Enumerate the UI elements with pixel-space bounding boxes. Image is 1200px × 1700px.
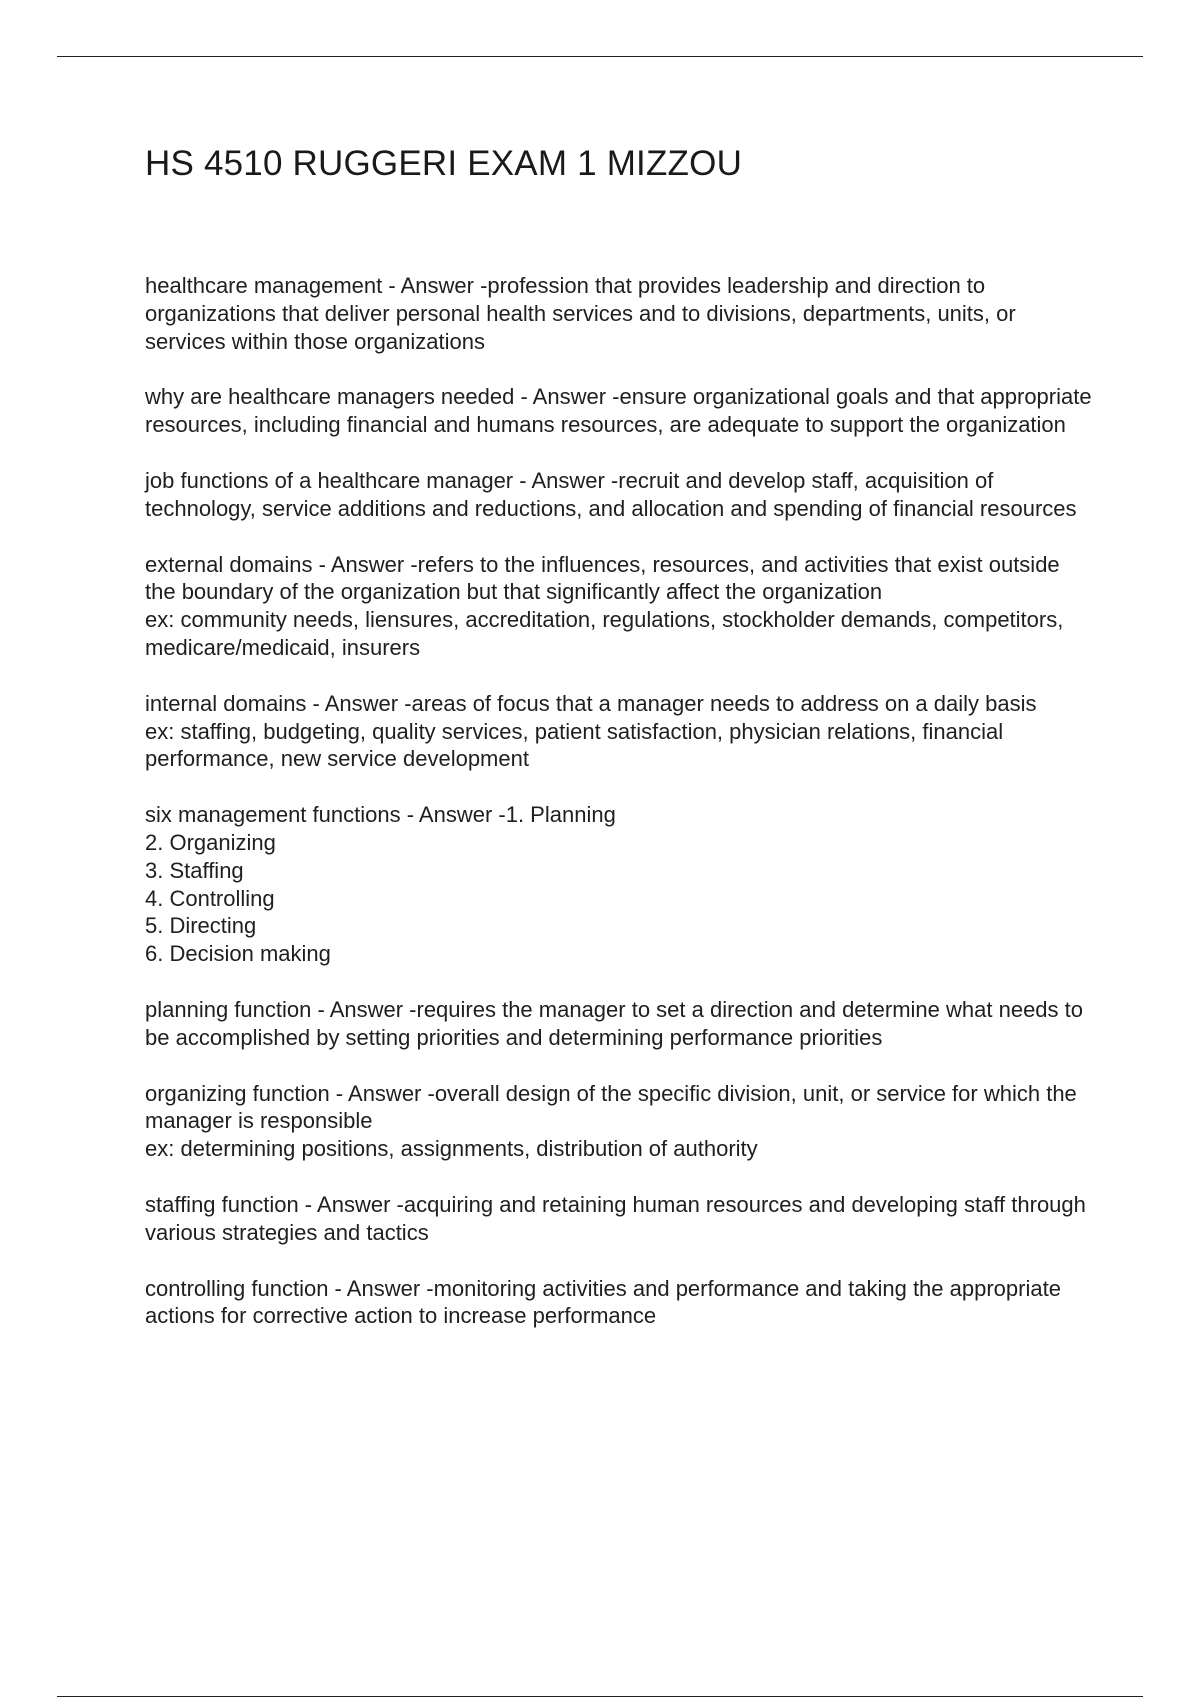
qa-entry: why are healthcare managers needed - Answer -ensure organizational goals and that appropriate resources, including financial and humans resources, are adequate to support the organization [145,384,1092,438]
top-divider [57,56,1143,57]
qa-entry: job functions of a healthcare manager - Answer -recruit and develop staff, acquisition of technology, service additions and reductions, and allocation and spending of financial resources [145,467,1077,521]
qa-entry: six management functions - Answer -1. Planning 2. Organizing 3. Staffing 4. Controlling 5. Directing 6. Decision making [145,802,616,967]
qa-entry: internal domains - Answer -areas of focus that a manager needs to address on a daily basis ex: staffing, budgeting, quality services, patient satisfaction, physician relations, financial performance, new service development [145,690,1037,772]
bottom-divider [57,1696,1143,1697]
qa-entry: controlling function - Answer -monitoring activities and performance and taking the appropriate actions for corrective action to increase performance [145,1275,1061,1329]
qa-list [145,272,1095,1358]
qa-entry: planning function - Answer -requires the manager to set a direction and determine what needs to be accomplished by setting priorities and determining performance priorities [145,996,1083,1050]
document-title: HS 4510 RUGGERI EXAM 1 MIZZOU [145,144,743,183]
qa-entry: organizing function - Answer -overall design of the specific division, unit, or service for which the manager is responsible ex: determining positions, assignments, distribution of authority [145,1080,1077,1162]
qa-entry: staffing function - Answer -acquiring and retaining human resources and developing staff through various strategies and tactics [145,1191,1086,1245]
qa-entry: healthcare management - Answer -profession that provides leadership and direction to organizations that deliver personal health services and to divisions, departments, units, or services within those organizations [145,273,1016,354]
qa-entry: external domains - Answer -refers to the influences, resources, and activities that exist outside the boundary of the organization but that significantly affect the organization ex: community needs, liensures, accreditation, regulations, stockholder demands, competitors, medicare/medicaid, insurers [145,551,1064,660]
